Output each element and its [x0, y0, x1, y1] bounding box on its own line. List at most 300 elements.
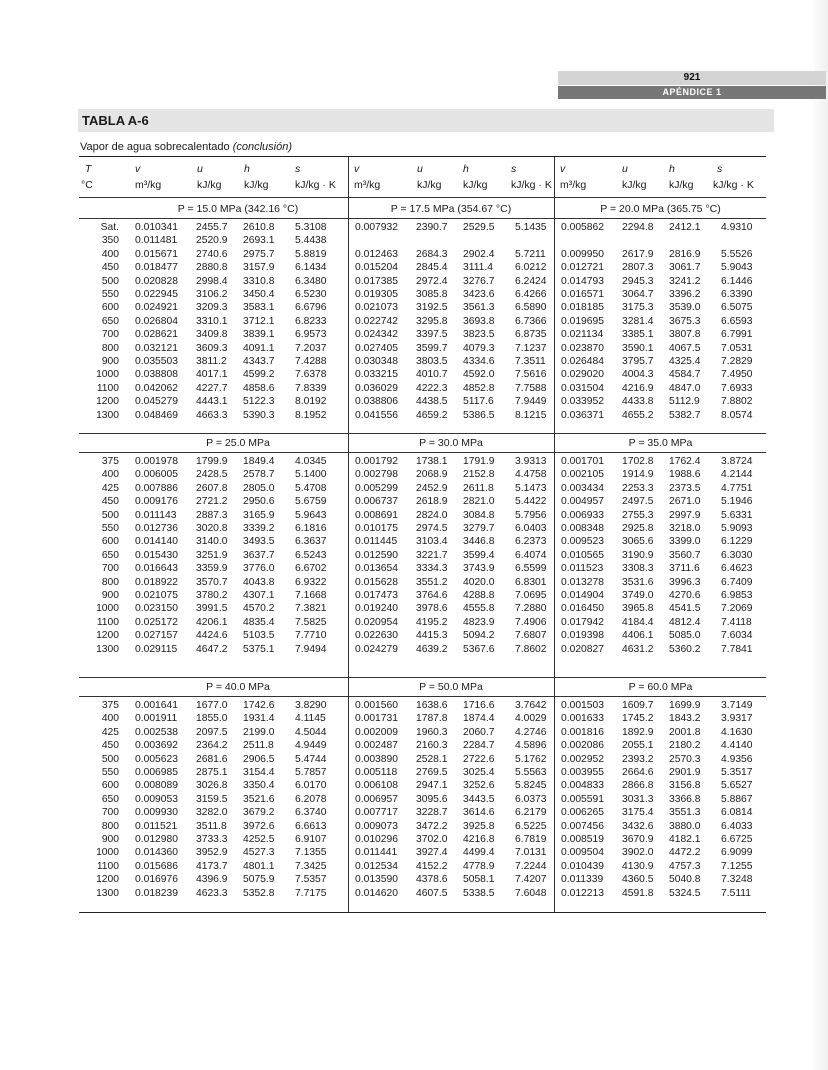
- h-cell: 1716.6: [463, 700, 495, 711]
- h-cell: 1742.6: [243, 700, 275, 711]
- s-cell: 6.6702: [295, 563, 327, 575]
- header-s-unit-3: kJ/kg · K: [713, 179, 754, 191]
- h-cell: 2284.7: [463, 740, 495, 752]
- s-cell: 5.4438: [295, 235, 327, 247]
- v-cell: 0.015430: [135, 549, 178, 561]
- s-cell: 4.9310: [721, 222, 753, 233]
- v-cell: 0.012721: [561, 262, 604, 274]
- v-cell: 0.002009: [355, 726, 398, 738]
- v-cell: 0.009504: [561, 847, 604, 859]
- table-row: [79, 576, 766, 589]
- s-cell: 8.1215: [515, 409, 547, 421]
- h-cell: 5040.8: [669, 874, 701, 886]
- u-cell: 3295.8: [416, 315, 448, 327]
- s-cell: 6.3480: [295, 275, 327, 287]
- header-u-unit-2: kJ/kg: [417, 179, 442, 191]
- s-cell: 3.8290: [295, 700, 327, 711]
- temperature-cell: 800: [101, 342, 119, 354]
- h-cell: 5390.3: [243, 409, 275, 421]
- h-cell: 3551.3: [669, 807, 701, 819]
- u-cell: 2607.8: [196, 482, 228, 494]
- h-cell: 2373.5: [669, 482, 701, 494]
- temperature-cell: 1000: [96, 603, 119, 615]
- s-cell: 7.1668: [295, 590, 327, 601]
- pressure-title: P = 25.0 MPa: [206, 437, 270, 449]
- u-cell: 3511.8: [196, 820, 227, 832]
- u-cell: 3020.8: [196, 523, 228, 534]
- s-cell: 7.6048: [515, 887, 547, 899]
- h-cell: 3339.2: [243, 523, 275, 534]
- v-cell: 0.019695: [561, 315, 604, 327]
- table-row: [79, 779, 766, 792]
- temperature-cell: 400: [101, 248, 119, 260]
- v-cell: 0.021075: [135, 590, 178, 601]
- s-cell: 4.0029: [515, 713, 547, 725]
- u-cell: 4438.5: [416, 396, 448, 408]
- v-cell: 0.010296: [355, 834, 398, 845]
- h-cell: 3996.3: [669, 576, 701, 588]
- s-cell: 4.7751: [721, 482, 753, 494]
- temperature-cell: 1000: [96, 369, 119, 381]
- s-cell: 5.8867: [721, 793, 753, 805]
- v-cell: 0.001560: [355, 700, 398, 711]
- v-cell: 0.022630: [355, 630, 398, 642]
- u-cell: 3221.7: [416, 549, 448, 561]
- table-row: [79, 753, 766, 766]
- h-cell: 3823.5: [463, 329, 495, 341]
- s-cell: 6.4623: [721, 563, 753, 575]
- u-cell: 2755.3: [622, 509, 654, 521]
- u-cell: 3282.0: [196, 807, 228, 819]
- h-cell: 3061.7: [669, 262, 701, 274]
- s-cell: 7.4207: [515, 874, 547, 886]
- u-cell: 4195.2: [416, 616, 448, 628]
- v-cell: 0.006985: [135, 767, 178, 778]
- v-cell: 0.017942: [561, 616, 604, 628]
- h-cell: 4020.0: [463, 576, 495, 588]
- temperature-cell: 400: [101, 713, 119, 725]
- s-cell: 7.0695: [515, 590, 547, 601]
- pressure-title: P = 35.0 MPa: [628, 437, 693, 449]
- s-cell: 5.3517: [721, 767, 753, 778]
- s-cell: 6.3637: [295, 536, 327, 548]
- v-cell: 0.010341: [135, 222, 178, 233]
- header-v-unit-1: m³/kg: [135, 179, 162, 191]
- u-cell: 1960.3: [416, 726, 448, 738]
- v-cell: 0.001701: [561, 456, 604, 467]
- s-cell: 7.4288: [295, 356, 327, 367]
- header-h-1: h: [244, 163, 250, 175]
- h-cell: 3218.0: [669, 523, 701, 534]
- u-cell: 3764.6: [416, 590, 448, 601]
- pressure-rule: [79, 452, 766, 453]
- u-cell: 3281.4: [622, 315, 654, 327]
- pressure-title: P = 15.0 MPa (342.16 °C): [177, 203, 299, 215]
- header-h-unit-1: kJ/kg: [244, 179, 269, 191]
- u-cell: 3175.4: [622, 807, 654, 819]
- s-cell: 6.8301: [515, 576, 547, 588]
- v-cell: 0.015628: [355, 576, 398, 588]
- s-cell: 6.6796: [295, 302, 327, 314]
- u-cell: 2390.7: [416, 222, 448, 233]
- temperature-cell: 800: [101, 820, 119, 832]
- h-cell: 4823.9: [463, 616, 495, 628]
- u-cell: 1799.9: [196, 456, 228, 467]
- pressure-rule: [79, 696, 766, 697]
- s-cell: 5.7857: [295, 767, 327, 778]
- s-cell: 6.3030: [721, 549, 753, 561]
- temperature-cell: 450: [101, 496, 119, 508]
- s-cell: 4.0345: [295, 456, 327, 467]
- header-h-3: h: [669, 163, 675, 175]
- h-cell: 2821.0: [463, 496, 495, 508]
- s-cell: 7.2829: [721, 356, 753, 367]
- s-cell: 4.5044: [295, 726, 327, 738]
- u-cell: 2097.5: [196, 726, 228, 738]
- header-h-unit-2: kJ/kg: [463, 179, 488, 191]
- s-cell: 4.9449: [295, 740, 327, 752]
- v-cell: 0.017473: [355, 590, 398, 601]
- u-cell: 3902.0: [622, 847, 654, 859]
- pressure-title: P = 30.0 MPa: [419, 437, 483, 449]
- u-cell: 2845.4: [416, 262, 448, 274]
- v-cell: 0.001911: [135, 713, 178, 725]
- s-cell: 6.0373: [515, 793, 547, 805]
- v-cell: 0.013590: [355, 874, 398, 886]
- u-cell: 2875.1: [196, 767, 228, 778]
- u-cell: 2824.0: [416, 509, 448, 521]
- h-cell: 4757.3: [669, 860, 701, 872]
- s-cell: 7.3248: [721, 874, 753, 886]
- pressure-title: P = 40.0 MPa: [206, 681, 270, 693]
- v-cell: 0.035503: [135, 356, 178, 367]
- v-cell: 0.038808: [135, 369, 178, 381]
- u-cell: 3031.3: [622, 793, 654, 805]
- h-cell: 1931.4: [243, 713, 275, 725]
- table-row: [79, 846, 766, 859]
- s-cell: 6.0814: [721, 807, 753, 819]
- u-cell: 2393.2: [622, 753, 654, 765]
- temperature-cell: 600: [101, 780, 119, 792]
- s-cell: 6.4266: [515, 289, 547, 300]
- h-cell: 4252.5: [243, 834, 275, 845]
- v-cell: 0.012213: [561, 887, 604, 899]
- table-row: [79, 602, 766, 615]
- u-cell: 4216.9: [622, 382, 654, 394]
- s-cell: 5.9093: [721, 523, 753, 534]
- u-cell: 1677.0: [196, 700, 228, 711]
- table-row: [79, 833, 766, 846]
- u-cell: 1745.2: [622, 713, 654, 725]
- u-cell: 2974.5: [416, 523, 448, 534]
- s-cell: 7.1355: [295, 847, 327, 859]
- header-h-unit-3: kJ/kg: [669, 179, 694, 191]
- table-row: [79, 589, 766, 602]
- u-cell: 3228.7: [416, 807, 448, 819]
- s-cell: 6.9107: [295, 834, 327, 845]
- h-cell: 2906.5: [243, 753, 275, 765]
- temperature-cell: 1100: [96, 860, 119, 872]
- s-cell: 3.9317: [721, 713, 753, 725]
- u-cell: 4655.2: [622, 409, 654, 421]
- s-cell: 5.7211: [515, 248, 546, 260]
- s-cell: 7.2069: [721, 603, 753, 615]
- header-rule: [79, 197, 766, 198]
- s-cell: 6.8233: [295, 315, 327, 327]
- table-row: [79, 455, 766, 468]
- h-cell: 5382.7: [669, 409, 701, 421]
- header-s-3: s: [717, 163, 723, 175]
- h-cell: 5085.0: [669, 630, 701, 642]
- table-row: [79, 766, 766, 779]
- u-cell: 2497.5: [622, 496, 654, 508]
- table-row: [79, 221, 766, 234]
- temperature-cell: 700: [101, 329, 119, 341]
- s-cell: 3.8724: [721, 456, 753, 467]
- s-cell: 7.5111: [721, 887, 751, 899]
- u-cell: 3733.3: [196, 834, 228, 845]
- u-cell: 3965.8: [622, 603, 654, 615]
- s-cell: 5.4708: [295, 482, 327, 494]
- s-cell: 5.9043: [721, 262, 753, 274]
- s-cell: 6.5075: [721, 302, 753, 314]
- s-cell: 6.2179: [515, 807, 547, 819]
- u-cell: 3609.3: [196, 342, 228, 354]
- header-s-unit-2: kJ/kg · K: [511, 179, 552, 191]
- v-cell: 0.001978: [135, 456, 178, 467]
- v-cell: 0.014140: [135, 536, 178, 548]
- h-cell: 1849.4: [243, 456, 275, 467]
- s-cell: 6.6613: [295, 820, 327, 832]
- pressure-title: P = 60.0 MPa: [628, 681, 693, 693]
- s-cell: 6.1229: [721, 536, 753, 548]
- h-cell: 3154.4: [243, 767, 275, 778]
- u-cell: 3308.3: [622, 563, 654, 575]
- u-cell: 4406.1: [622, 630, 654, 642]
- table-row: [79, 495, 766, 508]
- v-cell: 0.005118: [355, 767, 398, 778]
- u-cell: 3175.3: [622, 302, 654, 314]
- temperature-cell: 550: [101, 523, 119, 534]
- v-cell: 0.014904: [561, 590, 604, 601]
- s-cell: 6.1434: [295, 262, 327, 274]
- h-cell: 2902.4: [463, 248, 495, 260]
- h-cell: 4555.8: [463, 603, 495, 615]
- u-cell: 2364.2: [196, 740, 228, 752]
- u-cell: 2947.1: [416, 780, 448, 792]
- u-cell: 4360.5: [622, 874, 654, 886]
- table-row: [79, 328, 766, 341]
- header-s-2: s: [511, 163, 517, 175]
- table-row: [79, 616, 766, 629]
- v-cell: 0.008519: [561, 834, 604, 845]
- v-cell: 0.021073: [355, 302, 398, 314]
- header-s-1: s: [295, 163, 301, 175]
- v-cell: 0.006957: [355, 793, 398, 805]
- u-cell: 2253.3: [622, 482, 654, 494]
- v-cell: 0.007456: [561, 820, 604, 832]
- s-cell: 6.6593: [721, 315, 753, 327]
- v-cell: 0.036371: [561, 409, 604, 421]
- s-cell: 7.6807: [515, 630, 547, 642]
- h-cell: 3925.8: [463, 820, 495, 832]
- h-cell: 5367.6: [463, 643, 495, 655]
- v-cell: 0.024279: [355, 643, 398, 655]
- temperature-cell: 900: [101, 834, 119, 845]
- v-cell: 0.011339: [561, 874, 604, 886]
- v-cell: 0.030348: [355, 356, 398, 367]
- temperature-cell: 700: [101, 563, 119, 575]
- v-cell: 0.008348: [561, 523, 604, 534]
- u-cell: 4184.4: [622, 616, 654, 628]
- h-cell: 3521.6: [243, 793, 275, 805]
- h-cell: 2997.9: [669, 509, 701, 521]
- s-cell: 6.9853: [721, 590, 753, 601]
- u-cell: 3310.1: [196, 315, 228, 327]
- s-cell: 7.2244: [515, 860, 547, 872]
- h-cell: 3493.5: [243, 536, 275, 548]
- table-row: [79, 261, 766, 274]
- u-cell: 3590.1: [622, 342, 654, 354]
- u-cell: 3159.5: [196, 793, 228, 805]
- s-cell: 6.8735: [515, 329, 547, 341]
- s-cell: 7.5357: [295, 874, 327, 886]
- temperature-cell: 425: [101, 726, 119, 738]
- v-cell: 0.005299: [355, 482, 398, 494]
- s-cell: 6.1816: [295, 523, 327, 534]
- temperature-cell: 550: [101, 289, 119, 300]
- u-cell: 3472.2: [416, 820, 448, 832]
- temperature-cell: 450: [101, 262, 119, 274]
- u-cell: 2160.3: [416, 740, 448, 752]
- h-cell: 2722.6: [463, 753, 495, 765]
- table-title: TABLA A-6: [82, 113, 149, 128]
- v-cell: 0.002086: [561, 740, 604, 752]
- h-cell: 4499.4: [463, 847, 495, 859]
- u-cell: 3140.0: [196, 536, 228, 548]
- u-cell: 2769.5: [416, 767, 448, 778]
- h-cell: 3156.8: [669, 780, 701, 792]
- s-cell: 7.3821: [295, 603, 327, 615]
- h-cell: 3614.6: [463, 807, 495, 819]
- v-cell: 0.007717: [355, 807, 398, 819]
- u-cell: 4004.3: [622, 369, 654, 381]
- s-cell: 6.2078: [295, 793, 327, 805]
- v-cell: 0.042062: [135, 382, 178, 394]
- u-cell: 3103.4: [416, 536, 448, 548]
- v-cell: 0.013654: [355, 563, 398, 575]
- appendix-label: APÉNDICE 1: [558, 86, 826, 99]
- v-cell: 0.016976: [135, 874, 178, 886]
- s-cell: 6.1446: [721, 275, 753, 287]
- h-cell: 4801.1: [243, 860, 275, 872]
- s-cell: 7.2880: [515, 603, 547, 615]
- v-cell: 0.011521: [135, 820, 178, 832]
- v-cell: 0.001792: [355, 456, 398, 467]
- pressure-title: P = 20.0 MPa (365.75 °C): [600, 203, 721, 215]
- h-cell: 1988.6: [669, 469, 701, 481]
- v-cell: 0.024921: [135, 302, 178, 314]
- s-cell: 6.5225: [515, 820, 547, 832]
- s-cell: 6.0170: [295, 780, 327, 792]
- v-cell: 0.016450: [561, 603, 604, 615]
- h-cell: 2578.7: [243, 469, 275, 481]
- h-cell: 4091.1: [243, 342, 275, 354]
- u-cell: 3192.5: [416, 302, 448, 314]
- header-s-unit-1: kJ/kg · K: [295, 179, 336, 191]
- s-cell: 5.8245: [515, 780, 547, 792]
- s-cell: 4.4758: [515, 469, 547, 481]
- h-cell: 4778.9: [463, 860, 495, 872]
- s-cell: 3.7642: [515, 700, 547, 711]
- h-cell: 3675.3: [669, 315, 701, 327]
- h-cell: 1699.9: [669, 700, 701, 711]
- v-cell: 0.006933: [561, 509, 604, 521]
- h-cell: 4472.2: [669, 847, 701, 859]
- v-cell: 0.001641: [135, 700, 178, 711]
- h-cell: 3539.0: [669, 302, 701, 314]
- v-cell: 0.010439: [561, 860, 604, 872]
- h-cell: 4570.2: [243, 603, 275, 615]
- s-cell: 5.4744: [295, 753, 327, 765]
- h-cell: 5122.3: [243, 396, 275, 408]
- table-row: [79, 342, 766, 355]
- v-cell: 0.006737: [355, 496, 398, 508]
- u-cell: 1738.1: [416, 456, 448, 467]
- s-cell: 6.5890: [515, 302, 547, 314]
- v-cell: 0.009053: [135, 793, 178, 805]
- header-h-2: h: [463, 163, 469, 175]
- temperature-cell: 500: [101, 509, 119, 521]
- h-cell: 2611.8: [463, 482, 494, 494]
- u-cell: 2866.8: [622, 780, 654, 792]
- s-cell: 7.1237: [515, 342, 547, 354]
- h-cell: 4043.8: [243, 576, 275, 588]
- u-cell: 3551.2: [416, 576, 448, 588]
- v-cell: 0.027405: [355, 342, 398, 354]
- temperature-cell: 900: [101, 356, 119, 367]
- table-row: [79, 562, 766, 575]
- v-cell: 0.012463: [355, 248, 398, 260]
- h-cell: 3310.8: [243, 275, 275, 287]
- s-cell: 7.6378: [295, 369, 327, 381]
- temperature-cell: 1100: [96, 382, 119, 394]
- v-cell: 0.016571: [561, 289, 604, 300]
- table-row: [79, 887, 766, 900]
- u-cell: 1914.9: [622, 469, 654, 481]
- s-cell: 3.7149: [721, 700, 753, 711]
- table-row: [79, 395, 766, 408]
- v-cell: 0.022742: [355, 315, 398, 327]
- v-cell: 0.022945: [135, 289, 178, 300]
- temperature-cell: 1300: [96, 887, 119, 899]
- h-cell: 3084.8: [463, 509, 495, 521]
- h-cell: 5386.5: [463, 409, 495, 421]
- header-v-unit-2: m³/kg: [354, 179, 381, 191]
- s-cell: 7.3511: [515, 356, 546, 367]
- u-cell: 4433.8: [622, 396, 654, 408]
- h-cell: 4288.8: [463, 590, 495, 601]
- v-cell: 0.018239: [135, 887, 178, 899]
- h-cell: 3443.5: [463, 793, 495, 805]
- temperature-cell: 1200: [96, 396, 119, 408]
- v-cell: 0.007932: [355, 222, 398, 233]
- v-cell: 0.021134: [561, 329, 604, 341]
- h-cell: 2693.1: [243, 235, 275, 247]
- s-cell: 7.4906: [515, 616, 547, 628]
- u-cell: 2294.8: [622, 222, 654, 233]
- h-cell: 4847.0: [669, 382, 701, 394]
